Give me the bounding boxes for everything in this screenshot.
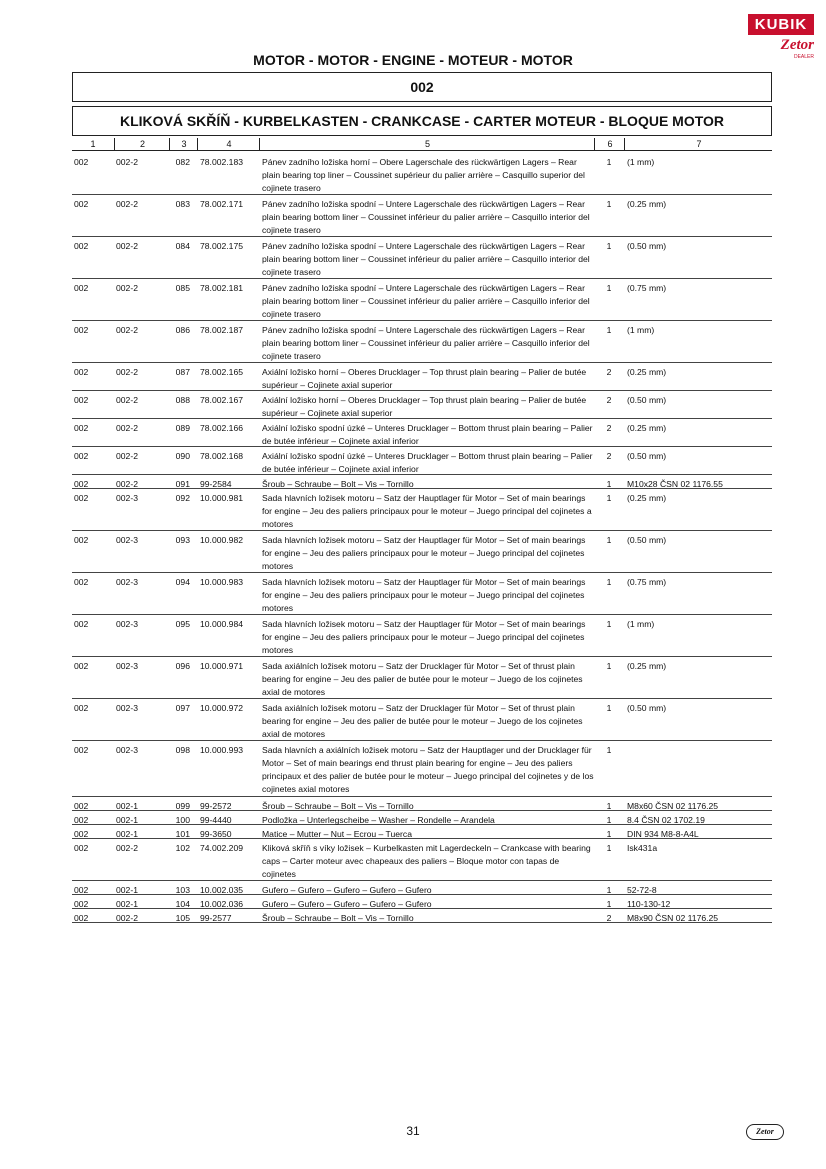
cell-c7: (0.25 mm): [627, 661, 667, 671]
cell-c3: 100: [175, 815, 190, 825]
cell-c2: 002-1: [116, 885, 138, 895]
cell-c1: 002: [74, 829, 89, 839]
cell-c4: 78.002.166: [200, 423, 244, 433]
cell-c1: 002: [74, 745, 89, 755]
table-row: [72, 908, 772, 923]
cell-c5: Axiální ložisko spodní úzké – Unteres Drucklager – Bottom thrust plain bearing – Palier de butée inférieur – Cojinete axial inferior: [262, 451, 593, 474]
page-title: MOTOR - MOTOR - ENGINE - MOTEUR - MOTOR: [253, 52, 573, 68]
table-row: [72, 418, 772, 447]
cell-c4: 78.002.165: [200, 367, 244, 377]
cell-c2: 002-1: [116, 829, 138, 839]
column-header-6: 6: [594, 138, 625, 150]
cell-c5: Pánev zadního ložiska spodní – Untere Lagerschale des rückwärtigen Lagers – Rear plain bearing bottom liner – Coussinet inférieur du palier arrière – Casquillo interior del cojinete trasero: [262, 199, 590, 235]
column-header-4: 4: [197, 138, 260, 150]
column-header-5: 5: [259, 138, 595, 150]
column-header-2: 2: [114, 138, 170, 150]
table-row: [72, 838, 772, 881]
cell-c1: 002: [74, 451, 89, 461]
cell-c3: 083: [175, 199, 190, 209]
cell-c5: Sada hlavních ložisek motoru – Satz der Hauptlager für Motor – Set of main bearings for engine – Jeu des paliers principaux pour le moteur – Juego principal del cojinetes motores: [262, 535, 586, 571]
table-row: [72, 824, 772, 839]
kubik-wordmark: KUBIK: [748, 14, 814, 35]
cell-c6: 2: [606, 395, 612, 405]
cell-c5: Pánev zadního ložiska spodní – Untere Lagerschale des rückwärtigen Lagers – Rear plain bearing bottom liner – Coussinet inférieur du palier arrière – Casquillo inferior del cojinete trasero: [262, 283, 590, 319]
cell-c4: 78.002.171: [200, 199, 244, 209]
table-row: [72, 446, 772, 475]
cell-c4: 10.000.971: [200, 661, 244, 671]
cell-c1: 002: [74, 801, 89, 811]
table-row: [72, 278, 772, 321]
cell-c7: (1 mm): [627, 619, 655, 629]
cell-c3: 092: [175, 493, 190, 503]
cell-c1: 002: [74, 535, 89, 545]
cell-c4: 10.000.984: [200, 619, 244, 629]
cell-c5: Sada hlavních ložisek motoru – Satz der Hauptlager für Motor – Set of main bearings for engine – Jeu des paliers principaux pour le moteur – Juego principal del cojinetes a motores: [262, 493, 592, 529]
cell-c4: 78.002.168: [200, 451, 244, 461]
cell-c6: 1: [606, 661, 612, 671]
cell-c5: Sada hlavních a axiálních ložisek motoru – Satz der Hauptlager und der Drucklager für Motor – Set of main bearings end thrust plain bearing for engine – Jeu des paliers principaux et des palier de butée pour le moteur – Juego principal del cojinetes y de los cojinetes axial motores: [262, 745, 594, 794]
cell-c5: Axiální ložisko spodní úzké – Unteres Drucklager – Bottom thrust plain bearing – Palier de butée inférieur – Cojinete axial inferior: [262, 423, 593, 446]
cell-c6: 1: [606, 479, 612, 489]
cell-c7: (0.75 mm): [627, 283, 667, 293]
cell-c1: 002: [74, 493, 89, 503]
cell-c3: 096: [175, 661, 190, 671]
cell-c7: (0.25 mm): [627, 367, 667, 377]
cell-c4: 99-2572: [200, 801, 232, 811]
table-row: [72, 572, 772, 615]
cell-c3: 082: [175, 157, 190, 167]
table-row: [72, 698, 772, 741]
cell-c2: 002-2: [116, 843, 138, 853]
cell-c4: 10.002.035: [200, 885, 244, 895]
cell-c5: Pánev zadního ložiska spodní – Untere Lagerschale des rückwärtigen Lagers – Rear plain bearing bottom liner – Coussinet inférieur du palier arrière – Casquillo interior del cojinete trasero: [262, 241, 590, 277]
cell-c5: Sada axiálních ložisek motoru – Satz der Drucklager für Motor – Set of thrust plain bearing for engine – Jeu des palier de butée pour le moteur – Juego de los cojinetes axial de motores: [262, 703, 583, 739]
cell-c6: 1: [606, 815, 612, 825]
cell-c7: 52-72-8: [627, 885, 657, 895]
cell-c1: 002: [74, 479, 89, 489]
cell-c6: 1: [606, 535, 612, 545]
table-row: [72, 796, 772, 811]
cell-c6: 1: [606, 283, 612, 293]
cell-c1: 002: [74, 815, 89, 825]
cell-c7: (1 mm): [627, 157, 655, 167]
cell-c2: 002-3: [116, 703, 138, 713]
cell-c6: 1: [606, 619, 612, 629]
cell-c1: 002: [74, 423, 89, 433]
cell-c5: Kliková skříň s víky ložisek – Kurbelkasten mit Lagerdeckeln – Crankcase with bearing caps – Carter moteur avec chapeaux des paliers – Bloque motor con tapas de cojinetes: [262, 843, 591, 879]
cell-c1: 002: [74, 899, 89, 909]
cell-c6: 1: [606, 493, 612, 503]
cell-c4: 78.002.175: [200, 241, 244, 251]
cell-c6: 1: [606, 745, 612, 755]
cell-c7: (0.50 mm): [627, 241, 667, 251]
table-row: [72, 530, 772, 573]
column-header-7: 7: [624, 138, 773, 150]
cell-c3: 098: [175, 745, 190, 755]
cell-c7: (1 mm): [627, 325, 655, 335]
table-row: [72, 362, 772, 391]
cell-c6: 1: [606, 899, 612, 909]
cell-c2: 002-2: [116, 157, 138, 167]
cell-c2: 002-2: [116, 283, 138, 293]
cell-c7: 110-130-12: [627, 899, 671, 909]
cell-c7: M8x60 ČSN 02 1176.25: [627, 801, 719, 811]
cell-c1: 002: [74, 157, 89, 167]
cell-c6: 2: [606, 423, 612, 433]
cell-c3: 095: [175, 619, 190, 629]
table-row: [72, 390, 772, 419]
cell-c4: 99-2584: [200, 479, 232, 489]
cell-c2: 002-2: [116, 199, 138, 209]
table-row: [72, 474, 772, 489]
cell-c2: 002-2: [116, 451, 138, 461]
cell-c1: 002: [74, 619, 89, 629]
table-row: [72, 894, 772, 909]
table-row: [72, 488, 772, 531]
zetor-wordmark: Zetor: [780, 37, 814, 53]
cell-c5: Gufero – Gufero – Gufero – Gufero – Gufero: [262, 885, 432, 895]
cell-c2: 002-3: [116, 745, 138, 755]
cell-c2: 002-3: [116, 577, 138, 587]
cell-c6: 1: [606, 199, 612, 209]
cell-c5: Sada hlavních ložisek motoru – Satz der Hauptlager für Motor – Set of main bearings for engine – Jeu des paliers principaux pour le moteur – Juego principal del cojinetes motores: [262, 577, 586, 613]
cell-c4: 10.000.981: [200, 493, 244, 503]
cell-c1: 002: [74, 395, 89, 405]
cell-c5: Pánev zadního ložiska spodní – Untere Lagerschale des rückwärtigen Lagers – Rear plain bearing bottom liner – Coussinet inférieur du palier arrière – Casquillo inferior del cojinete trasero: [262, 325, 590, 361]
cell-c3: 091: [175, 479, 190, 489]
cell-c3: 093: [175, 535, 190, 545]
cell-c4: 99-4440: [200, 815, 232, 825]
table-row: [72, 810, 772, 825]
cell-c6: 1: [606, 577, 612, 587]
cell-c6: 2: [606, 451, 612, 461]
cell-c5: Matice – Mutter – Nut – Ecrou – Tuerca: [262, 829, 412, 839]
cell-c1: 002: [74, 241, 89, 251]
cell-c7: 8.4 ČSN 02 1702.19: [627, 815, 705, 825]
cell-c6: 1: [606, 801, 612, 811]
cell-c4: 10.000.972: [200, 703, 244, 713]
table-row: [72, 880, 772, 895]
cell-c7: (0.25 mm): [627, 423, 667, 433]
column-header: [72, 138, 772, 151]
cell-c5: Gufero – Gufero – Gufero – Gufero – Gufero: [262, 899, 432, 909]
cell-c7: Isk431a: [627, 843, 658, 853]
cell-c5: Šroub – Schraube – Bolt – Vis – Tornillo: [262, 913, 414, 923]
table-row: [72, 656, 772, 699]
cell-c4: 78.002.181: [200, 283, 244, 293]
cell-c5: Sada axiálních ložisek motoru – Satz der Drucklager für Motor – Set of thrust plain bearing for engine – Jeu des palier de butée pour le moteur – Juego de los cojinetes axial de motores: [262, 661, 583, 697]
cell-c2: 002-1: [116, 815, 138, 825]
cell-c2: 002-3: [116, 493, 138, 503]
cell-c1: 002: [74, 843, 89, 853]
cell-c3: 104: [175, 899, 190, 909]
cell-c2: 002-1: [116, 899, 138, 909]
cell-c6: 1: [606, 703, 612, 713]
cell-c2: 002-2: [116, 913, 138, 923]
table-row: [72, 320, 772, 363]
cell-c4: 78.002.167: [200, 395, 244, 405]
cell-c1: 002: [74, 199, 89, 209]
cell-c3: 089: [175, 423, 190, 433]
cell-c2: 002-3: [116, 619, 138, 629]
cell-c1: 002: [74, 577, 89, 587]
cell-c4: 10.000.993: [200, 745, 244, 755]
cell-c1: 002: [74, 913, 89, 923]
table-row: [72, 740, 772, 797]
table-row: [72, 194, 772, 237]
cell-c1: 002: [74, 283, 89, 293]
cell-c4: 78.002.183: [200, 157, 244, 167]
cell-c7: (0.50 mm): [627, 395, 667, 405]
cell-c6: 1: [606, 885, 612, 895]
cell-c1: 002: [74, 661, 89, 671]
group-code: 002: [72, 72, 772, 102]
cell-c6: 1: [606, 157, 612, 167]
cell-c5: Axiální ložisko horní – Oberes Drucklager – Top thrust plain bearing – Palier de butée supérieur – Cojinete axial superior: [262, 395, 587, 418]
cell-c5: Pánev zadního ložiska horní – Obere Lagerschale des rückwärtigen Lagers – Rear plain bearing top liner – Coussinet supérieur du palier arrière – Casquillo superior del cojinete trasero: [262, 157, 585, 193]
cell-c4: 74.002.209: [200, 843, 244, 853]
cell-c7: (0.50 mm): [627, 703, 667, 713]
cell-c4: 78.002.187: [200, 325, 244, 335]
dealer-label: DEALER: [793, 54, 814, 60]
table-row: [72, 614, 772, 657]
section-title: KLIKOVÁ SKŘÍŇ - KURBELKASTEN - CRANKCASE - CARTER MOTEUR - BLOQUE MOTOR: [72, 106, 772, 136]
cell-c3: 102: [175, 843, 190, 853]
cell-c3: 086: [175, 325, 190, 335]
cell-c3: 099: [175, 801, 190, 811]
cell-c3: 087: [175, 367, 190, 377]
cell-c3: 097: [175, 703, 190, 713]
cell-c2: 002-2: [116, 241, 138, 251]
cell-c1: 002: [74, 703, 89, 713]
cell-c1: 002: [74, 325, 89, 335]
cell-c6: 1: [606, 829, 612, 839]
cell-c7: M8x90 ČSN 02 1176.25: [627, 913, 719, 923]
cell-c3: 103: [175, 885, 190, 895]
cell-c6: 2: [606, 913, 612, 923]
cell-c7: (0.50 mm): [627, 451, 667, 461]
cell-c4: 10.000.982: [200, 535, 244, 545]
cell-c2: 002-2: [116, 367, 138, 377]
cell-c1: 002: [74, 885, 89, 895]
cell-c7: (0.75 mm): [627, 577, 667, 587]
cell-c3: 101: [175, 829, 190, 839]
cell-c4: 99-2577: [200, 913, 232, 923]
cell-c5: Šroub – Schraube – Bolt – Vis – Tornillo: [262, 801, 414, 811]
zetor-footer-logo: Zetor: [746, 1124, 784, 1140]
cell-c7: DIN 934 M8-8-A4L: [627, 829, 699, 839]
cell-c3: 090: [175, 451, 190, 461]
cell-c7: (0.50 mm): [627, 535, 667, 545]
cell-c7: (0.25 mm): [627, 199, 667, 209]
cell-c3: 085: [175, 283, 190, 293]
cell-c6: 1: [606, 843, 612, 853]
cell-c6: 2: [606, 367, 612, 377]
table-row: [72, 152, 772, 195]
cell-c4: 10.002.036: [200, 899, 244, 909]
cell-c3: 094: [175, 577, 190, 587]
cell-c2: 002-2: [116, 325, 138, 335]
cell-c5: Sada hlavních ložisek motoru – Satz der Hauptlager für Motor – Set of main bearings for engine – Jeu des paliers principaux pour le moteur – Juego principal del cojinetes motores: [262, 619, 586, 655]
cell-c3: 105: [175, 913, 190, 923]
cell-c5: Podložka – Unterlegscheibe – Washer – Rondelle – Arandela: [262, 815, 495, 825]
cell-c5: Axiální ložisko horní – Oberes Drucklager – Top thrust plain bearing – Palier de butée supérieur – Cojinete axial superior: [262, 367, 587, 390]
cell-c1: 002: [74, 367, 89, 377]
cell-c3: 084: [175, 241, 190, 251]
cell-c2: 002-1: [116, 801, 138, 811]
cell-c2: 002-3: [116, 535, 138, 545]
column-header-3: 3: [169, 138, 198, 150]
cell-c3: 088: [175, 395, 190, 405]
table-row: [72, 236, 772, 279]
cell-c2: 002-2: [116, 395, 138, 405]
column-header-1: 1: [90, 139, 96, 149]
cell-c7: M10x28 ČSN 02 1176.55: [627, 479, 723, 489]
cell-c2: 002-3: [116, 661, 138, 671]
cell-c6: 1: [606, 325, 612, 335]
cell-c4: 10.000.983: [200, 577, 244, 587]
cell-c7: (0.25 mm): [627, 493, 667, 503]
page-number: 31: [406, 1124, 420, 1138]
cell-c5: Šroub – Schraube – Bolt – Vis – Tornillo: [262, 479, 414, 489]
cell-c6: 1: [606, 241, 612, 251]
cell-c4: 99-3650: [200, 829, 232, 839]
cell-c2: 002-2: [116, 423, 138, 433]
cell-c2: 002-2: [116, 479, 138, 489]
